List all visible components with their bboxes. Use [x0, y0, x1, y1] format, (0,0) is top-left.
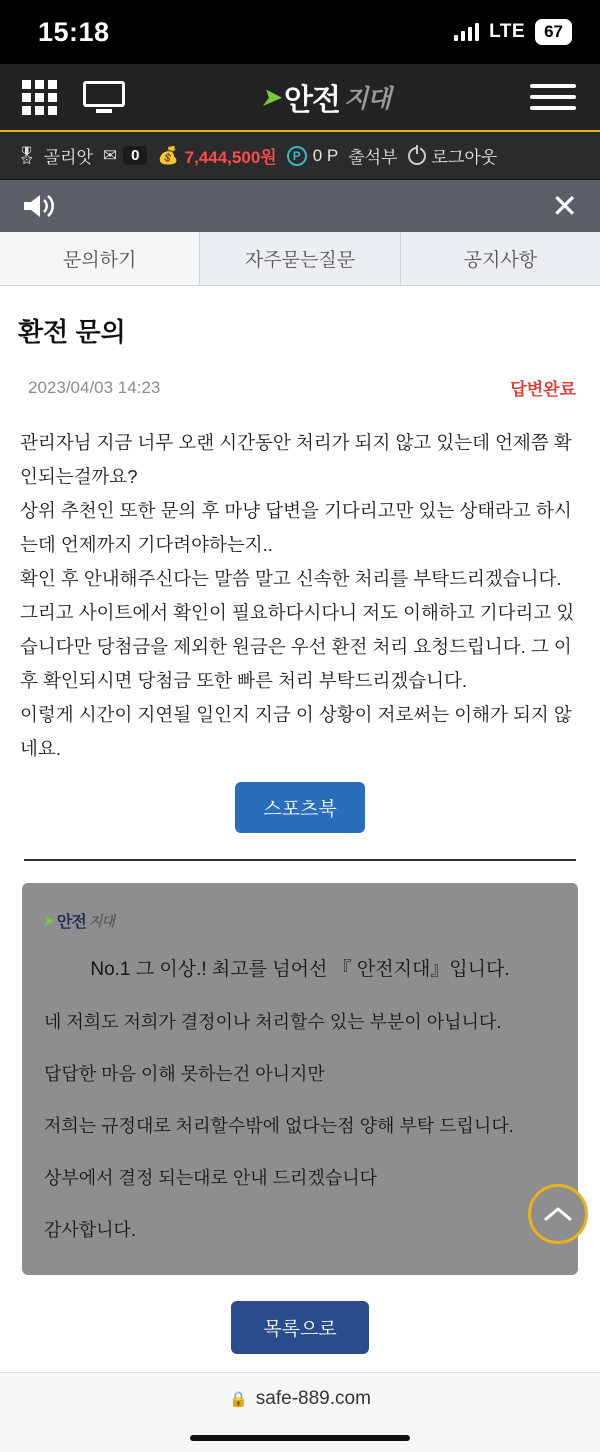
reply-line: 상부에서 결정 되는대로 안내 드리겠습니다 [44, 1168, 377, 1188]
browser-url-bar[interactable] [0, 1372, 600, 1424]
signal-bars-icon [454, 23, 479, 41]
post-content [0, 286, 600, 1372]
home-indicator-bar [0, 1424, 600, 1452]
logout-link[interactable] [408, 143, 498, 168]
post-body-line: 관리자님 지금 너무 오랜 시간동안 처리가 되지 않고 있는데 언제쯤 확인되는걸까요? [20, 432, 572, 487]
reply-logo-text-primary: 안전 [56, 914, 86, 931]
post-body-line: 이렇게 시간이 지연될 일인지 지금 이 상황이 저로써는 이해가 되지 않네요. [20, 704, 572, 759]
grid-apps-icon[interactable] [22, 80, 57, 115]
page-title: 환전 문의 [18, 317, 126, 347]
url-text: safe-889.com [255, 1387, 371, 1409]
reply-logo [44, 909, 556, 932]
site-header [0, 64, 600, 132]
envelope-icon: ✉ [102, 145, 118, 165]
section-divider [24, 859, 576, 861]
power-icon [408, 147, 426, 165]
scroll-to-top-button[interactable] [528, 1184, 588, 1244]
reply-line: 저희는 규정대로 처리할수밖에 없다는점 양해 부탁 드립니다. [44, 1116, 514, 1136]
sports-button-row [18, 782, 582, 833]
logo-text-primary: 안전 [284, 84, 340, 117]
tab-inquiry[interactable]: 문의하기 [0, 232, 200, 285]
network-label: LTE [489, 21, 526, 42]
list-button-row [18, 1275, 582, 1372]
reply-line: 네 저희도 저희가 결정이나 처리할수 있는 부분이 아닙니다. [44, 1012, 502, 1032]
rank-badge-icon: 🎖 [16, 145, 38, 165]
point-icon: P [287, 146, 307, 166]
reply-headline: No.1 그 이상.! 최고를 넘어선 『 안전지대』입니다. [90, 959, 510, 980]
chevron-up-icon [543, 1203, 573, 1225]
tab-faq[interactable]: 자주묻는질문 [200, 232, 400, 285]
logo-swoosh-icon: ➤ [42, 912, 56, 928]
monitor-icon[interactable] [83, 81, 125, 113]
post-body-line: 상위 추천인 또한 문의 후 마냥 답변을 기다리고만 있는 상태라고 하시는데 언제까지 기다려야하는지.. [20, 500, 572, 555]
battery-level: 67 [535, 19, 572, 45]
reply-line: 답답한 마음 이해 못하는건 아니지만 [44, 1064, 325, 1084]
money-icon: 💰 [157, 145, 179, 165]
post-date: 2023/04/03 14:23 [28, 377, 161, 397]
logo-swoosh-icon: ➤ [260, 83, 283, 110]
logo-text-secondary: 지대 [343, 85, 391, 113]
logout-label: 로그아웃 [431, 148, 498, 167]
sportsbook-button[interactable]: 스포츠북 [235, 782, 364, 833]
hamburger-menu-icon[interactable] [528, 78, 578, 116]
account-money[interactable] [157, 143, 276, 168]
tab-bar [0, 232, 600, 286]
reply-logo-text-secondary: 지대 [88, 912, 114, 929]
header-left-group [22, 80, 125, 115]
status-bar [0, 0, 600, 64]
account-bar [0, 132, 600, 180]
point-amount: 0 P [312, 145, 339, 165]
account-point[interactable] [287, 146, 339, 166]
lock-icon: 🔒 [229, 1390, 248, 1408]
account-username[interactable] [16, 143, 93, 168]
post-meta [18, 375, 582, 400]
admin-reply [22, 883, 578, 1275]
home-indicator[interactable] [190, 1435, 410, 1441]
speaker-icon[interactable] [22, 191, 56, 221]
reply-line: 감사합니다. [44, 1220, 136, 1240]
notice-bar [0, 180, 600, 232]
status-badge: 답변완료 [510, 380, 576, 399]
tab-notice[interactable]: 공지사항 [401, 232, 600, 285]
status-time: 15:18 [38, 16, 110, 47]
site-logo[interactable] [260, 75, 391, 119]
account-mail[interactable] [103, 146, 148, 166]
status-right-group [454, 19, 572, 45]
mail-count-badge: 0 [123, 146, 147, 165]
attendance-label: 출석부 [348, 148, 398, 167]
username-label: 골리앗 [43, 148, 93, 167]
post-body [18, 426, 582, 766]
money-amount: 7,444,500원 [184, 148, 277, 167]
post-body-line: 확인 후 안내해주신다는 말씀 말고 신속한 처리를 부탁드리겠습니다. [20, 568, 562, 589]
post-body-line: 그리고 사이트에서 확인이 필요하다시다니 저도 이해하고 기다리고 있습니다만 당첨금을 제외한 원금은 우선 환전 처리 요청드립니다. 그 이후 확인되시면 당첨금 또한 빠른 처리 부탁드리겠습니다. [20, 602, 575, 691]
back-to-list-button[interactable]: 목록으로 [231, 1301, 368, 1354]
attendance-link[interactable] [348, 143, 397, 168]
close-icon[interactable]: ✕ [551, 188, 578, 224]
